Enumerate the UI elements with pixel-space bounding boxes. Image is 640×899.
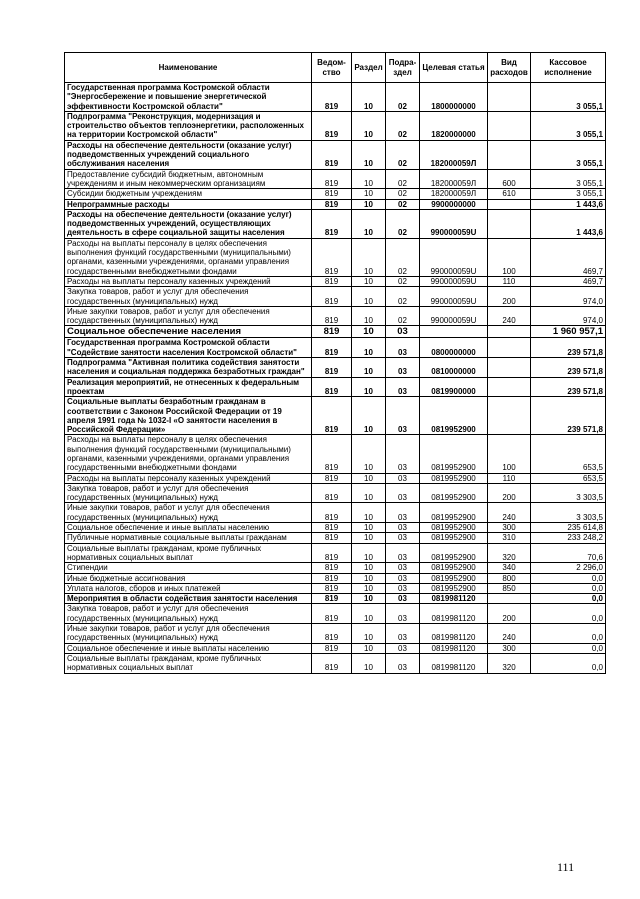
- cell-dept: 819: [312, 111, 352, 140]
- cell-expense-type: [488, 111, 531, 140]
- cell-execution: 3 055,1: [531, 140, 606, 169]
- cell-article: 0819952900: [420, 483, 488, 503]
- cell-article: 0819952900: [420, 503, 488, 523]
- cell-subsection: 02: [386, 276, 420, 286]
- cell-section: 10: [352, 483, 386, 503]
- cell-section: 10: [352, 624, 386, 644]
- cell-name: Непрограммные расходы: [65, 199, 312, 209]
- cell-subsection: 02: [386, 83, 420, 112]
- cell-name: Социальное обеспечение и иные выплаты населению: [65, 643, 312, 653]
- cell-article: 0810000000: [420, 358, 488, 378]
- cell-dept: 819: [312, 358, 352, 378]
- cell-section: 10: [352, 397, 386, 435]
- cell-expense-type: [488, 83, 531, 112]
- cell-expense-type: 320: [488, 543, 531, 563]
- cell-name: Социальные выплаты гражданам, кроме публичных нормативных социальных выплат: [65, 543, 312, 563]
- cell-subsection: 02: [386, 287, 420, 307]
- cell-execution: 1 443,6: [531, 199, 606, 209]
- cell-article: 182000059Л: [420, 189, 488, 199]
- table-row: [65, 643, 606, 653]
- cell-section: 10: [352, 523, 386, 533]
- table-row: [65, 653, 606, 673]
- cell-expense-type: 110: [488, 473, 531, 483]
- cell-expense-type: 240: [488, 503, 531, 523]
- cell-expense-type: 100: [488, 435, 531, 473]
- table-row: [65, 287, 606, 307]
- cell-subsection: 03: [386, 523, 420, 533]
- cell-expense-type: 300: [488, 523, 531, 533]
- cell-dept: 819: [312, 140, 352, 169]
- table-row: [65, 358, 606, 378]
- cell-subsection: 02: [386, 209, 420, 238]
- cell-article: 0819981120: [420, 624, 488, 644]
- cell-dept: 819: [312, 503, 352, 523]
- cell-execution: 469,7: [531, 276, 606, 286]
- cell-execution: 3 055,1: [531, 83, 606, 112]
- cell-dept: 819: [312, 189, 352, 199]
- cell-dept: 819: [312, 473, 352, 483]
- cell-dept: 819: [312, 583, 352, 593]
- cell-name: Закупка товаров, работ и услуг для обеспечения государственных (муниципальных) нужд: [65, 604, 312, 624]
- cell-expense-type: 200: [488, 287, 531, 307]
- cell-name: Реализация мероприятий, не отнесенных к федеральным проектам: [65, 377, 312, 397]
- cell-execution: 974,0: [531, 306, 606, 326]
- cell-article: 1820000000: [420, 111, 488, 140]
- table-row: [65, 377, 606, 397]
- table-row: [65, 199, 606, 209]
- cell-name: Иные закупки товаров, работ и услуг для обеспечения государственных (муниципальных) нужд: [65, 503, 312, 523]
- cell-execution: 1 960 957,1: [531, 326, 606, 338]
- cell-expense-type: [488, 377, 531, 397]
- cell-section: 10: [352, 583, 386, 593]
- cell-article: 0800000000: [420, 338, 488, 358]
- cell-section: 10: [352, 338, 386, 358]
- cell-execution: 3 303,5: [531, 483, 606, 503]
- cell-expense-type: [488, 358, 531, 378]
- cell-article: 990000059U: [420, 306, 488, 326]
- cell-dept: 819: [312, 83, 352, 112]
- cell-article: 0819952900: [420, 583, 488, 593]
- cell-execution: 3 303,5: [531, 503, 606, 523]
- cell-expense-type: [488, 209, 531, 238]
- cell-section: 10: [352, 209, 386, 238]
- cell-name: Расходы на обеспечение деятельности (оказание услуг) подведомственных учреждений социального обслуживания населения: [65, 140, 312, 169]
- cell-article: 1800000000: [420, 83, 488, 112]
- cell-article: 990000059U: [420, 276, 488, 286]
- cell-execution: 233 248,2: [531, 533, 606, 543]
- cell-article: 0819981120: [420, 604, 488, 624]
- cell-name: Расходы на выплаты персоналу в целях обеспечения выполнения функций государственными (муниципальными) органами, казенными учреждениями, органами управления государственными внебюджетными фондами: [65, 238, 312, 276]
- cell-dept: 819: [312, 594, 352, 604]
- header-article: Целевая статья: [420, 53, 488, 83]
- cell-article: 0819952900: [420, 573, 488, 583]
- cell-subsection: 03: [386, 377, 420, 397]
- page-number: 111: [557, 860, 575, 874]
- cell-dept: 819: [312, 573, 352, 583]
- header-execution: Кассовое исполнение: [531, 53, 606, 83]
- cell-dept: 819: [312, 326, 352, 338]
- cell-execution: 0,0: [531, 573, 606, 583]
- cell-name: Стипендии: [65, 563, 312, 573]
- cell-name: Уплата налогов, сборов и иных платежей: [65, 583, 312, 593]
- cell-article: 0819981120: [420, 653, 488, 673]
- cell-article: 182000059Л: [420, 140, 488, 169]
- cell-name: Расходы на обеспечение деятельности (оказание услуг) подведомственных учреждений, осуществляющих деятельность в сфере социальной защиты населения: [65, 209, 312, 238]
- cell-article: 0819981120: [420, 594, 488, 604]
- cell-subsection: 02: [386, 169, 420, 189]
- cell-section: 10: [352, 140, 386, 169]
- table-row: [65, 209, 606, 238]
- cell-subsection: 03: [386, 503, 420, 523]
- cell-name: Иные бюджетные ассигнования: [65, 573, 312, 583]
- cell-subsection: 03: [386, 563, 420, 573]
- header-expense-type: Вид расходов: [488, 53, 531, 83]
- cell-section: 10: [352, 306, 386, 326]
- cell-execution: 653,5: [531, 473, 606, 483]
- cell-section: 10: [352, 473, 386, 483]
- cell-subsection: 03: [386, 483, 420, 503]
- cell-execution: 0,0: [531, 594, 606, 604]
- cell-execution: 0,0: [531, 653, 606, 673]
- cell-section: 10: [352, 276, 386, 286]
- cell-name: Расходы на выплаты персоналу казенных учреждений: [65, 276, 312, 286]
- cell-section: 10: [352, 604, 386, 624]
- table-row: [65, 543, 606, 563]
- cell-dept: 819: [312, 523, 352, 533]
- cell-subsection: 02: [386, 140, 420, 169]
- cell-name: Иные закупки товаров, работ и услуг для обеспечения государственных (муниципальных) нужд: [65, 624, 312, 644]
- header-name: Наименование: [65, 53, 312, 83]
- cell-expense-type: 310: [488, 533, 531, 543]
- cell-execution: 70,6: [531, 543, 606, 563]
- cell-section: 10: [352, 111, 386, 140]
- cell-name: Закупка товаров, работ и услуг для обеспечения государственных (муниципальных) нужд: [65, 287, 312, 307]
- cell-section: 10: [352, 503, 386, 523]
- table-row: [65, 624, 606, 644]
- cell-subsection: 03: [386, 573, 420, 583]
- cell-subsection: 02: [386, 238, 420, 276]
- cell-expense-type: 600: [488, 169, 531, 189]
- cell-dept: 819: [312, 435, 352, 473]
- cell-subsection: 03: [386, 624, 420, 644]
- cell-subsection: 02: [386, 199, 420, 209]
- cell-section: 10: [352, 643, 386, 653]
- cell-execution: 235 614,8: [531, 523, 606, 533]
- cell-execution: 3 055,1: [531, 189, 606, 199]
- cell-expense-type: [488, 338, 531, 358]
- cell-section: 10: [352, 594, 386, 604]
- cell-expense-type: 110: [488, 276, 531, 286]
- table-row: [65, 533, 606, 543]
- cell-subsection: 03: [386, 604, 420, 624]
- cell-article: 0819981120: [420, 643, 488, 653]
- cell-name: Расходы на выплаты персоналу казенных учреждений: [65, 473, 312, 483]
- cell-dept: 819: [312, 169, 352, 189]
- cell-subsection: 03: [386, 358, 420, 378]
- table-row: [65, 573, 606, 583]
- cell-expense-type: 800: [488, 573, 531, 583]
- cell-article: 9900000000: [420, 199, 488, 209]
- cell-dept: 819: [312, 276, 352, 286]
- cell-section: 10: [352, 238, 386, 276]
- table-row: [65, 473, 606, 483]
- cell-expense-type: [488, 140, 531, 169]
- cell-name: Мероприятия в области содействия занятости населения: [65, 594, 312, 604]
- table-row: [65, 435, 606, 473]
- table-row: [65, 140, 606, 169]
- cell-expense-type: 100: [488, 238, 531, 276]
- table-row: [65, 276, 606, 286]
- cell-expense-type: 300: [488, 643, 531, 653]
- cell-dept: 819: [312, 377, 352, 397]
- cell-name: Государственная программа Костромской области "Энергосбережение и повышение энергетической эффективности Костромской области": [65, 83, 312, 112]
- cell-section: 10: [352, 533, 386, 543]
- cell-dept: 819: [312, 306, 352, 326]
- cell-name: Государственная программа Костромской области "Содействие занятости населения Костромской области": [65, 338, 312, 358]
- cell-article: 0819952900: [420, 397, 488, 435]
- cell-expense-type: 240: [488, 306, 531, 326]
- cell-expense-type: 340: [488, 563, 531, 573]
- cell-article: 0819952900: [420, 533, 488, 543]
- cell-expense-type: 200: [488, 604, 531, 624]
- cell-section: 10: [352, 358, 386, 378]
- cell-subsection: 03: [386, 643, 420, 653]
- table-row: [65, 306, 606, 326]
- cell-dept: 819: [312, 653, 352, 673]
- cell-dept: 819: [312, 533, 352, 543]
- cell-dept: 819: [312, 287, 352, 307]
- cell-subsection: 03: [386, 338, 420, 358]
- cell-name: Социальные выплаты безработным гражданам в соответствии с Законом Российской Федерации от 19 апреля 1991 года № 1032-I «О занятости населения в Российской Федерации»: [65, 397, 312, 435]
- cell-subsection: 02: [386, 111, 420, 140]
- cell-subsection: 03: [386, 583, 420, 593]
- cell-subsection: 03: [386, 533, 420, 543]
- table-header-row: [65, 53, 606, 83]
- cell-execution: 2 296,0: [531, 563, 606, 573]
- cell-section: 10: [352, 435, 386, 473]
- cell-execution: 239 571,8: [531, 338, 606, 358]
- cell-section: 10: [352, 543, 386, 563]
- cell-expense-type: 320: [488, 653, 531, 673]
- cell-dept: 819: [312, 643, 352, 653]
- cell-subsection: 02: [386, 306, 420, 326]
- table-row: [65, 604, 606, 624]
- table-row: [65, 563, 606, 573]
- cell-subsection: 03: [386, 653, 420, 673]
- cell-name: Социальные выплаты гражданам, кроме публичных нормативных социальных выплат: [65, 653, 312, 673]
- cell-dept: 819: [312, 338, 352, 358]
- cell-dept: 819: [312, 624, 352, 644]
- cell-subsection: 03: [386, 397, 420, 435]
- cell-article: 0819900000: [420, 377, 488, 397]
- cell-name: Подпрограмма "Реконструкция, модернизация и строительство объектов теплоэнергетики, расположенных на территории Костромской области": [65, 111, 312, 140]
- cell-section: 10: [352, 563, 386, 573]
- cell-article: 990000059U: [420, 238, 488, 276]
- cell-dept: 819: [312, 238, 352, 276]
- cell-execution: 239 571,8: [531, 358, 606, 378]
- cell-section: 10: [352, 287, 386, 307]
- table-row: [65, 338, 606, 358]
- cell-execution: 3 055,1: [531, 111, 606, 140]
- table-row: [65, 523, 606, 533]
- cell-name: Подпрограмма "Активная политика содействия занятости населения и социальная поддержка безработных граждан": [65, 358, 312, 378]
- table-row: [65, 169, 606, 189]
- table-row: [65, 326, 606, 338]
- cell-article: 990000059U: [420, 287, 488, 307]
- cell-dept: 819: [312, 209, 352, 238]
- cell-section: 10: [352, 573, 386, 583]
- table-row: [65, 583, 606, 593]
- cell-execution: 3 055,1: [531, 169, 606, 189]
- cell-execution: 239 571,8: [531, 397, 606, 435]
- cell-execution: 0,0: [531, 604, 606, 624]
- cell-execution: 0,0: [531, 583, 606, 593]
- cell-article: 990000059U: [420, 209, 488, 238]
- cell-section: 10: [352, 83, 386, 112]
- cell-section: 10: [352, 377, 386, 397]
- cell-subsection: 03: [386, 594, 420, 604]
- cell-name: Социальное обеспечение и иные выплаты населению: [65, 523, 312, 533]
- header-subsection: Подра-здел: [386, 53, 420, 83]
- header-dept: Ведом-ство: [312, 53, 352, 83]
- cell-name: Расходы на выплаты персоналу в целях обеспечения выполнения функций государственными (муниципальными) органами, казенными учреждениями, органами управления государственными внебюджетными фондами: [65, 435, 312, 473]
- cell-name: Предоставление субсидий бюджетным, автономным учреждениям и иным некоммерческим организациям: [65, 169, 312, 189]
- cell-expense-type: 240: [488, 624, 531, 644]
- header-section: Раздел: [352, 53, 386, 83]
- cell-dept: 819: [312, 199, 352, 209]
- cell-article: 0819952900: [420, 563, 488, 573]
- cell-dept: 819: [312, 563, 352, 573]
- cell-article: 0819952900: [420, 543, 488, 563]
- cell-article: 182000059Л: [420, 169, 488, 189]
- cell-expense-type: [488, 326, 531, 338]
- table-row: [65, 189, 606, 199]
- cell-execution: 0,0: [531, 643, 606, 653]
- cell-expense-type: [488, 594, 531, 604]
- table-row: [65, 503, 606, 523]
- cell-execution: 653,5: [531, 435, 606, 473]
- cell-expense-type: [488, 397, 531, 435]
- cell-article: [420, 326, 488, 338]
- cell-name: Социальное обеспечение населения: [65, 326, 312, 338]
- cell-execution: 239 571,8: [531, 377, 606, 397]
- cell-dept: 819: [312, 543, 352, 563]
- budget-execution-table: [64, 52, 606, 674]
- cell-name: Субсидии бюджетным учреждениям: [65, 189, 312, 199]
- cell-subsection: 03: [386, 473, 420, 483]
- table-row: [65, 111, 606, 140]
- cell-execution: 469,7: [531, 238, 606, 276]
- cell-name: Публичные нормативные социальные выплаты гражданам: [65, 533, 312, 543]
- cell-execution: 0,0: [531, 624, 606, 644]
- table-row: [65, 397, 606, 435]
- cell-name: Иные закупки товаров, работ и услуг для обеспечения государственных (муниципальных) нужд: [65, 306, 312, 326]
- cell-execution: 974,0: [531, 287, 606, 307]
- cell-section: 10: [352, 653, 386, 673]
- cell-expense-type: 610: [488, 189, 531, 199]
- cell-subsection: 03: [386, 543, 420, 563]
- cell-expense-type: 200: [488, 483, 531, 503]
- cell-subsection: 02: [386, 189, 420, 199]
- cell-dept: 819: [312, 483, 352, 503]
- cell-expense-type: [488, 199, 531, 209]
- cell-article: 0819952900: [420, 473, 488, 483]
- cell-section: 10: [352, 189, 386, 199]
- cell-section: 10: [352, 169, 386, 189]
- cell-expense-type: 850: [488, 583, 531, 593]
- table-row: [65, 238, 606, 276]
- cell-execution: 1 443,6: [531, 209, 606, 238]
- cell-dept: 819: [312, 397, 352, 435]
- cell-subsection: 03: [386, 326, 420, 338]
- table-row: [65, 83, 606, 112]
- table-row: [65, 483, 606, 503]
- table-row: [65, 594, 606, 604]
- cell-name: Закупка товаров, работ и услуг для обеспечения государственных (муниципальных) нужд: [65, 483, 312, 503]
- cell-dept: 819: [312, 604, 352, 624]
- table-body: [65, 83, 606, 674]
- cell-section: 10: [352, 199, 386, 209]
- cell-section: 10: [352, 326, 386, 338]
- cell-article: 0819952900: [420, 435, 488, 473]
- cell-subsection: 03: [386, 435, 420, 473]
- cell-article: 0819952900: [420, 523, 488, 533]
